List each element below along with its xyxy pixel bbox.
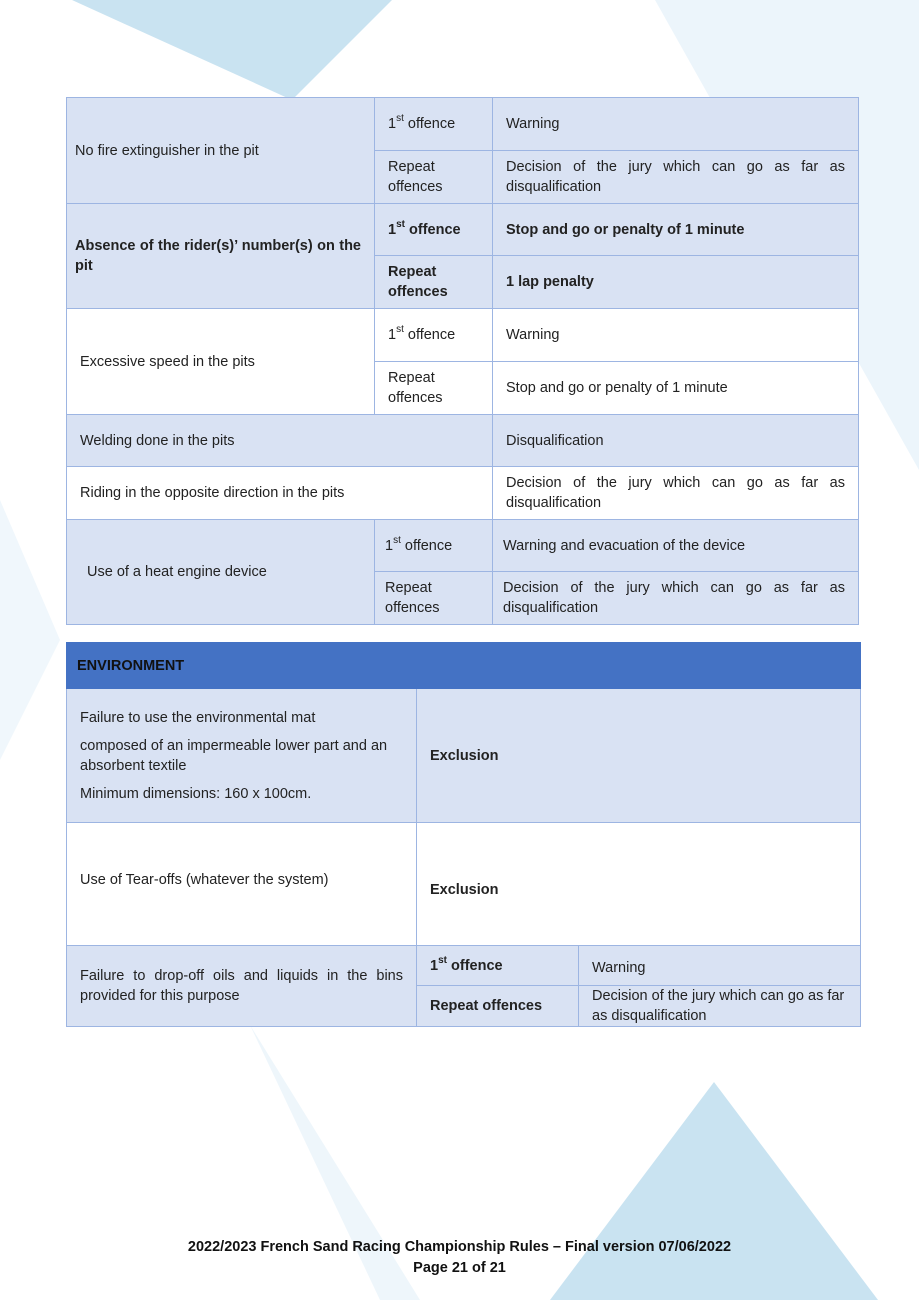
repeat-offences-label: Repeat offences bbox=[375, 256, 493, 309]
sanction-jury-decision: Decision of the jury which can go as far as disqualification bbox=[493, 467, 859, 520]
first-offence-label: 1st offence bbox=[375, 309, 493, 362]
section-header-environment: ENVIRONMENT bbox=[67, 643, 861, 689]
infraction-fire-extinguisher: No fire extinguisher in the pit bbox=[67, 98, 375, 204]
footer-title: 2022/2023 French Sand Racing Championship Rules – Final version 07/06/2022 bbox=[187, 1239, 732, 1255]
infraction-rider-number-absence: Absence of the rider(s)’ number(s) on the pit bbox=[67, 204, 375, 309]
sanction-warning: Warning bbox=[493, 309, 859, 362]
infraction-tear-offs: Use of Tear-offs (whatever the system) bbox=[67, 823, 417, 946]
mat-line-2: composed of an impermeable lower part and an absorbent textile bbox=[80, 737, 388, 774]
mat-line-1: Failure to use the environmental mat bbox=[80, 709, 316, 726]
mat-line-3: Minimum dimensions: 160 x 100cm. bbox=[80, 785, 312, 802]
sanction-warning-evacuation: Warning and evacuation of the device bbox=[493, 520, 859, 572]
first-offence-label: 1st offence bbox=[417, 946, 579, 986]
sanction-jury-decision: Decision of the jury which can go as far as disqualification bbox=[493, 572, 859, 625]
sanction-stop-and-go: Stop and go or penalty of 1 minute bbox=[493, 204, 859, 256]
infraction-opposite-direction: Riding in the opposite direction in the pits bbox=[67, 467, 493, 520]
sanction-warning: Warning bbox=[493, 98, 859, 151]
pit-penalties-table bbox=[66, 97, 859, 625]
page-footer bbox=[0, 1237, 919, 1279]
environment-table bbox=[66, 642, 861, 1027]
infraction-welding: Welding done in the pits bbox=[67, 415, 493, 467]
sanction-lap-penalty: 1 lap penalty bbox=[493, 256, 859, 309]
repeat-offences-label: Repeat offences bbox=[417, 986, 579, 1027]
first-offence-label: 1st offence bbox=[375, 204, 493, 256]
sanction-disqualification: Disqualification bbox=[493, 415, 859, 467]
sanction-exclusion: Exclusion bbox=[417, 823, 861, 946]
sanction-jury-decision: Decision of the jury which can go as far as disqualification bbox=[493, 151, 859, 204]
repeat-offences-label: Repeat offences bbox=[375, 362, 493, 415]
first-offence-label: 1st offence bbox=[375, 98, 493, 151]
sanction-warning: Warning bbox=[579, 946, 861, 986]
sanction-jury-decision: Decision of the jury which can go as far as disqualification bbox=[579, 986, 861, 1027]
top-left-triangle bbox=[72, 0, 392, 100]
infraction-excessive-speed: Excessive speed in the pits bbox=[67, 309, 375, 415]
infraction-heat-engine: Use of a heat engine device bbox=[67, 520, 375, 625]
left-mid-band bbox=[0, 500, 60, 760]
first-offence-label: 1st offence bbox=[375, 520, 493, 572]
infraction-environmental-mat bbox=[67, 689, 417, 823]
sanction-exclusion: Exclusion bbox=[417, 689, 861, 823]
sanction-stop-and-go: Stop and go or penalty of 1 minute bbox=[493, 362, 859, 415]
infraction-oils-liquids: Failure to drop-off oils and liquids in the bins provided for this purpose bbox=[67, 946, 417, 1027]
repeat-offences-label: Repeat offences bbox=[375, 151, 493, 204]
repeat-offences-label: Repeat offences bbox=[375, 572, 493, 625]
page-number: Page 21 of 21 bbox=[413, 1260, 506, 1276]
